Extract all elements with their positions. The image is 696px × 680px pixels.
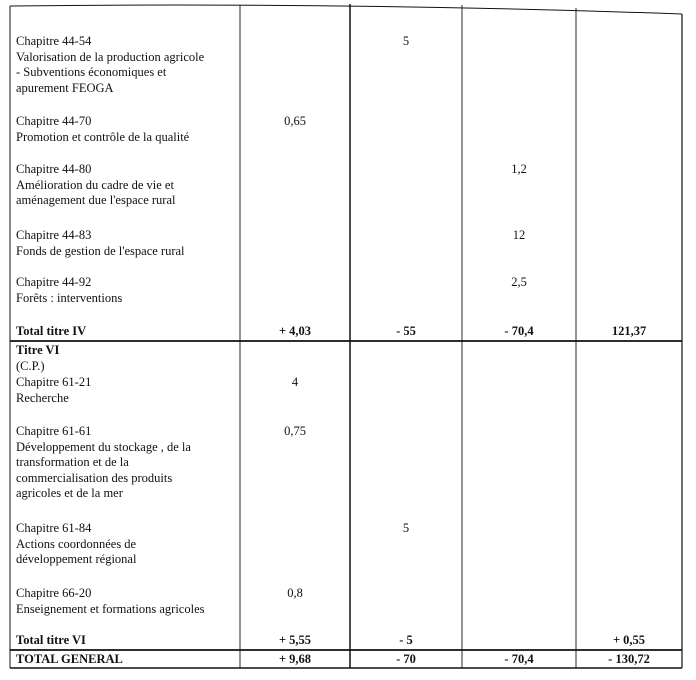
- total-vi-c2: - 5: [399, 633, 413, 647]
- total-vi-c1: + 5,55: [278, 633, 312, 647]
- row-label-44-70: Chapitre 44-70 Promotion et contrôle de la qualité: [16, 114, 190, 144]
- total-iv-c3: - 70,4: [504, 324, 534, 338]
- row-label-61-21: Chapitre 61-21 Recherche: [16, 375, 92, 405]
- value-66-20-c1: 0,8: [287, 586, 303, 600]
- value-61-21-c1: 4: [291, 375, 299, 389]
- total-iv-c4: 121,37: [611, 324, 647, 338]
- total-general-c4: - 130,72: [608, 652, 650, 666]
- total-iv-c1: + 4,03: [278, 324, 312, 338]
- titre-vi-heading: Titre VI (C.P.): [16, 343, 60, 373]
- row-label-44-83: Chapitre 44-83 Fonds de gestion de l'espace rural: [16, 228, 185, 258]
- value-61-84-c2: 5: [402, 521, 410, 535]
- value-61-61-c1: 0,75: [284, 424, 306, 438]
- row-label-44-54: Chapitre 44-54 Valorisation de la production agricole - Subventions économiques et apurement FEOGA: [16, 34, 205, 95]
- total-iv-c2: - 55: [396, 324, 416, 338]
- total-vi-c4: + 0,55: [612, 633, 646, 647]
- total-titre-iv-label: Total titre IV: [16, 324, 87, 338]
- row-label-44-80: Chapitre 44-80 Amélioration du cadre de vie et aménagement due l'espace rural: [16, 162, 176, 207]
- value-44-80-c3: 1,2: [511, 162, 527, 176]
- value-44-83-c3: 12: [512, 228, 526, 242]
- value-44-70-c1: 0,65: [284, 114, 306, 128]
- total-general-c3: - 70,4: [504, 652, 534, 666]
- row-label-44-92: Chapitre 44-92 Forêts : interventions: [16, 275, 123, 305]
- row-label-61-61: Chapitre 61-61 Développement du stockage , de la transformation et de la commercialisation des produits agricoles et de la mer: [16, 424, 191, 500]
- total-general-c2: - 70: [396, 652, 416, 666]
- total-general-label: TOTAL GENERAL: [16, 652, 123, 666]
- total-titre-vi-label: Total titre VI: [16, 633, 86, 647]
- total-general-c1: + 9,68: [278, 652, 312, 666]
- value-44-54-c2: 5: [402, 34, 410, 48]
- value-44-92-c3: 2,5: [511, 275, 527, 289]
- row-label-61-84: Chapitre 61-84 Actions coordonnées de développement régional: [16, 521, 137, 566]
- row-label-66-20: Chapitre 66-20 Enseignement et formations agricoles: [16, 586, 205, 616]
